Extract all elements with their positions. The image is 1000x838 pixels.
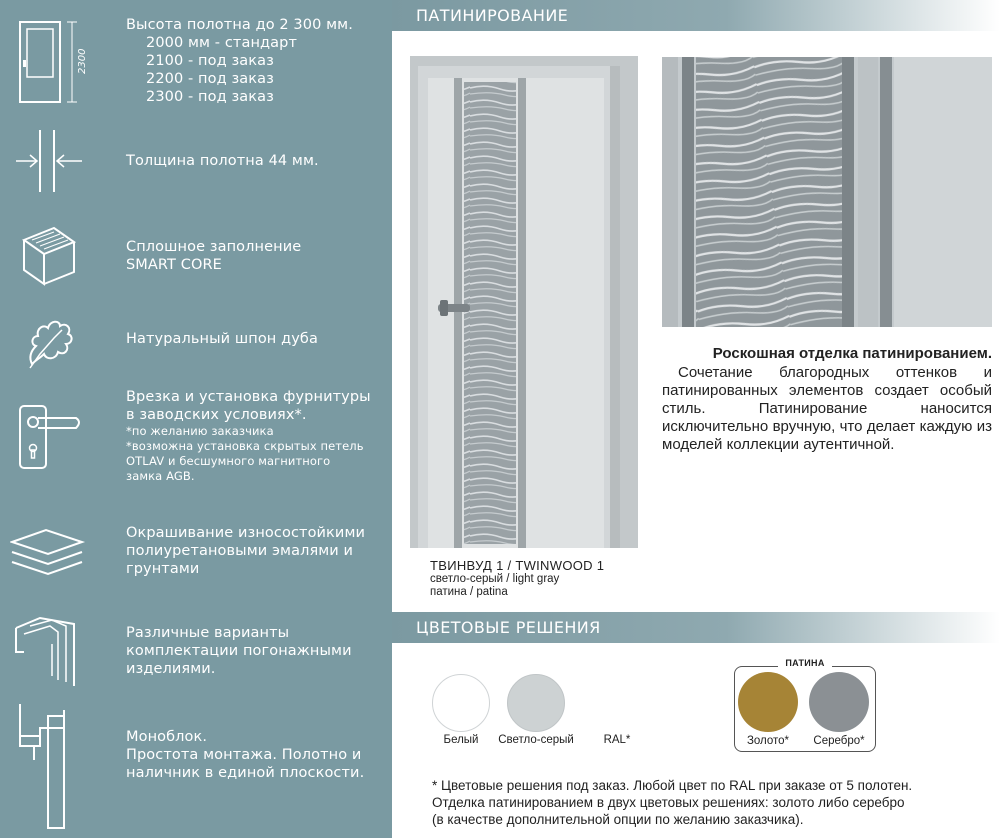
dimension-label: 2300	[77, 48, 88, 74]
patina-section-header: ПАТИНИРОВАНИЕ	[392, 0, 1000, 31]
painting-line: Окрашивание износостойкими	[126, 525, 366, 541]
door-height-icon	[10, 14, 90, 109]
height-option: 2000 мм - стандарт	[146, 35, 297, 51]
moulding-line: Различные варианты	[126, 625, 290, 641]
hardware-note: *возможна установка скрытых петель	[126, 439, 364, 453]
patina-group-title: ПАТИНА	[778, 658, 832, 668]
footnote-line: (в качестве дополнительной опции по желанию заказчика).	[432, 812, 804, 827]
paint-layers-icon	[10, 524, 90, 580]
hardware-note: *по желанию заказчика	[126, 424, 274, 438]
height-option: 2100 - под заказ	[146, 53, 274, 69]
colors-section-header: ЦВЕТОВЫЕ РЕШЕНИЯ	[392, 612, 1000, 643]
oak-leaf-icon	[10, 312, 90, 372]
footnote-line: * Цветовые решения под заказ. Любой цвет по RAL при заказе от 5 полотен.	[432, 778, 913, 793]
features-panel	[0, 0, 392, 838]
colors-footnote	[432, 777, 992, 828]
filling-line: Сплошное заполнение	[126, 239, 302, 255]
hardware-line: Врезка и установка фурнитуры	[126, 389, 371, 405]
swatch-label: Светло-серый	[498, 734, 574, 746]
swatch-silver	[809, 672, 869, 732]
veneer-title: Натуральный шпон дуба	[126, 331, 318, 347]
thickness-icon	[10, 126, 90, 196]
door-handle-icon	[10, 402, 90, 472]
monoblock-profile-icon	[10, 700, 90, 834]
door-model-finish: патина / patina	[430, 586, 508, 598]
hardware-note: OTLAV и бесшумного магнитного	[126, 454, 331, 468]
footnote-line: Отделка патинированием в двух цветовых решениях: золото либо серебро	[432, 795, 905, 810]
painting-line: грунтами	[126, 561, 200, 577]
painting-line: полиуретановыми эмалями и	[126, 543, 354, 559]
moulding-profile-icon	[10, 614, 90, 690]
swatch-label: RAL*	[603, 734, 631, 746]
door-photo	[410, 56, 638, 548]
height-option: 2300 - под заказ	[146, 89, 274, 105]
monoblock-line: Простота монтажа. Полотно и	[126, 747, 362, 763]
thickness-title: Толщина полотна 44 мм.	[126, 153, 319, 169]
hardware-note: замка AGB.	[126, 469, 195, 483]
moulding-line: комплектации погонажными	[126, 643, 352, 659]
hardware-line: в заводских условиях*.	[126, 407, 307, 423]
door-model-title: ТВИНВУД 1 / TWINWOOD 1	[430, 558, 605, 573]
swatch-gold	[738, 672, 798, 732]
moulding-line: изделиями.	[126, 661, 216, 677]
description-body: Сочетание благородных оттенков и патинированных элементов создает особый стиль. Патинирование наносится исключительно вручную, что делает каждую из моделей коллекции аутентичной.	[662, 364, 992, 453]
filling-line: SMART CORE	[126, 257, 222, 273]
monoblock-line: Моноблок.	[126, 729, 208, 745]
patina-description	[662, 345, 992, 454]
swatch-label: Золото*	[746, 735, 790, 747]
door-model-color: светло-серый / light gray	[430, 573, 560, 585]
swatch-white	[432, 674, 490, 732]
monoblock-line: наличник в единой плоскости.	[126, 765, 365, 781]
patina-closeup-photo	[662, 57, 992, 327]
swatch-light-gray	[507, 674, 565, 732]
description-title: Роскошная отделка патинированием.	[712, 345, 992, 362]
swatch-label: Серебро*	[813, 735, 865, 747]
height-title: Высота полотна до 2 300 мм.	[126, 17, 353, 33]
core-block-icon	[10, 224, 90, 290]
height-option: 2200 - под заказ	[146, 71, 274, 87]
swatch-label: Белый	[443, 734, 479, 746]
